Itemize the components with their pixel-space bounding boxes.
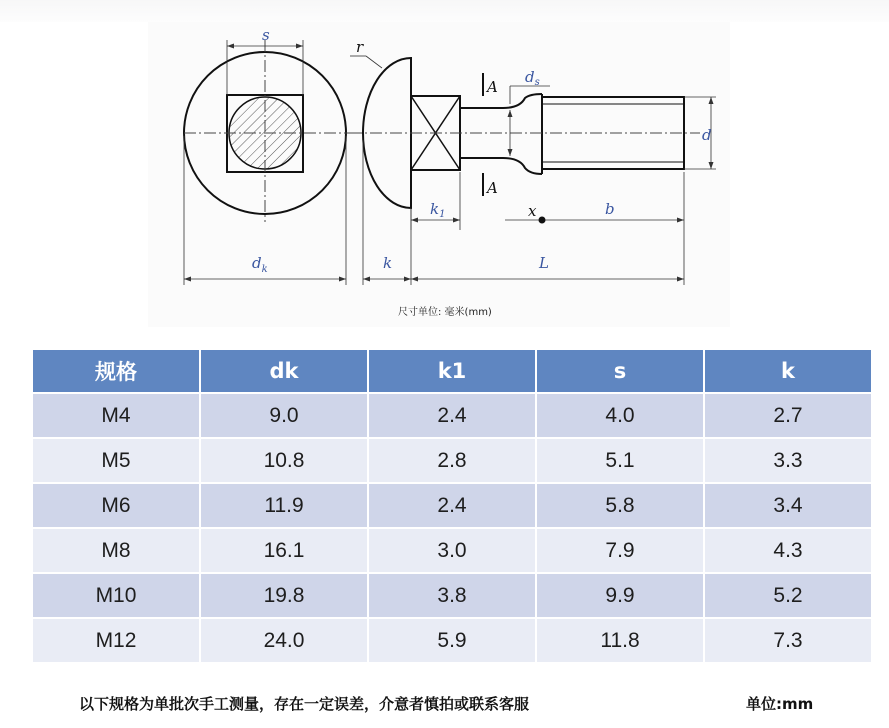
cell-k1: 2.8 <box>369 439 535 482</box>
table-row <box>33 484 871 527</box>
header-dk: dk <box>201 350 367 392</box>
cell-s: 4.0 <box>537 394 703 437</box>
cell-s: 11.8 <box>537 619 703 662</box>
cell-s: 9.9 <box>537 574 703 617</box>
bolt-diagram <box>148 22 730 327</box>
cell-k: 2.7 <box>705 394 871 437</box>
cell-k: 4.3 <box>705 529 871 572</box>
cell-spec: M5 <box>33 439 199 482</box>
cell-spec: M10 <box>33 574 199 617</box>
cell-k: 5.2 <box>705 574 871 617</box>
table-row <box>33 529 871 572</box>
section-A-bottom: A <box>487 179 498 197</box>
cell-dk: 11.9 <box>201 484 367 527</box>
cell-k1: 2.4 <box>369 394 535 437</box>
cell-s: 7.9 <box>537 529 703 572</box>
header-k: k <box>705 350 871 392</box>
drawing-unit-note: 尺寸单位: 毫米(mm) <box>398 307 492 318</box>
L-label: L <box>539 254 549 272</box>
spec-table <box>31 348 873 664</box>
header-spec: 规格 <box>33 350 199 392</box>
dk-label: $d_k$ <box>252 254 268 275</box>
cell-spec: M4 <box>33 394 199 437</box>
cell-s: 5.1 <box>537 439 703 482</box>
d-label: d <box>702 126 712 144</box>
k1-label: $k_1$ <box>430 200 446 220</box>
cell-dk: 19.8 <box>201 574 367 617</box>
cell-k: 7.3 <box>705 619 871 662</box>
table-row <box>33 439 871 482</box>
k-label: k <box>383 254 393 272</box>
b-label: b <box>605 200 615 218</box>
header-k1: k1 <box>369 350 535 392</box>
cell-k1: 2.4 <box>369 484 535 527</box>
r-label: r <box>356 38 364 56</box>
cell-k1: 3.8 <box>369 574 535 617</box>
footer-unit: 单位:mm <box>746 695 814 713</box>
s-label: s <box>262 26 270 44</box>
cell-dk: 9.0 <box>201 394 367 437</box>
cell-spec: M8 <box>33 529 199 572</box>
x-label: x <box>528 202 537 220</box>
ds-label: $d_s$ <box>525 68 540 88</box>
table-row <box>33 574 871 617</box>
header-s: s <box>537 350 703 392</box>
cell-dk: 10.8 <box>201 439 367 482</box>
cell-spec: M6 <box>33 484 199 527</box>
cell-k: 3.3 <box>705 439 871 482</box>
table-row <box>33 619 871 662</box>
end-view <box>184 26 350 285</box>
cell-k: 3.4 <box>705 484 871 527</box>
x-point <box>539 217 546 224</box>
technical-drawing <box>148 22 730 327</box>
section-A-top: A <box>487 78 498 96</box>
footer-disclaimer: 以下规格为单批次手工测量，存在一定误差，介意者慎拍或联系客服 <box>79 695 530 713</box>
cell-dk: 16.1 <box>201 529 367 572</box>
cell-k1: 5.9 <box>369 619 535 662</box>
side-view <box>350 38 716 285</box>
table-header-row <box>33 350 871 392</box>
top-strip <box>0 0 889 22</box>
cell-s: 5.8 <box>537 484 703 527</box>
cell-dk: 24.0 <box>201 619 367 662</box>
table-row <box>33 394 871 437</box>
cell-k1: 3.0 <box>369 529 535 572</box>
cell-spec: M12 <box>33 619 199 662</box>
